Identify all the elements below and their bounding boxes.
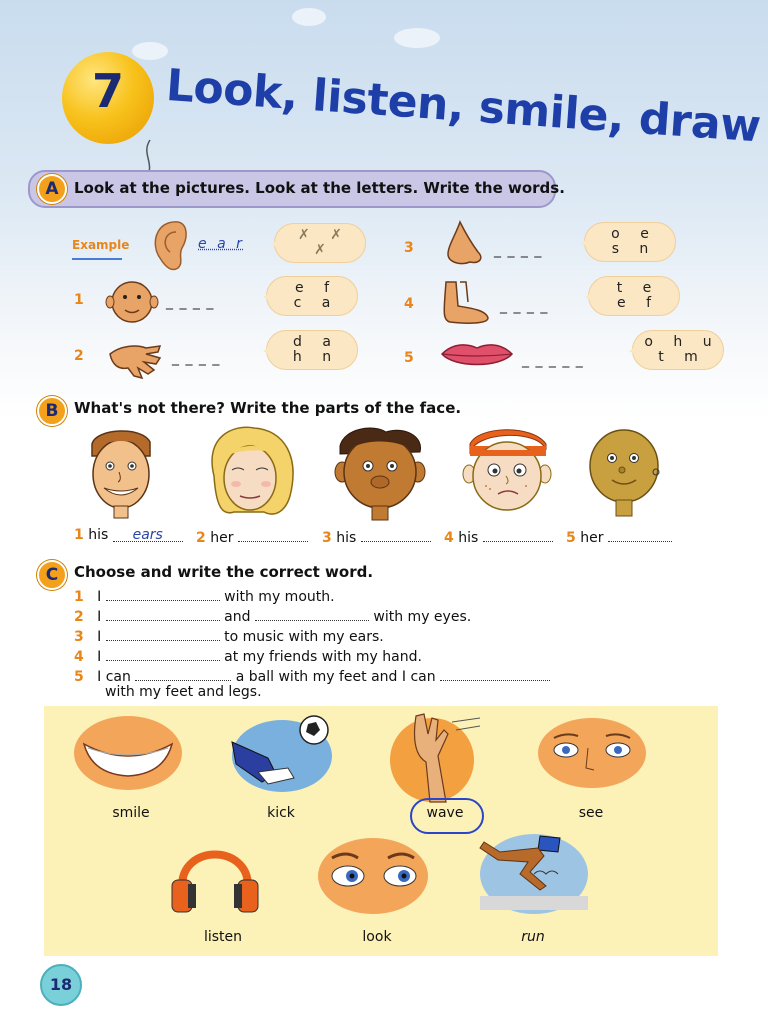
sentence-text: a ball with my feet and I can bbox=[235, 669, 436, 685]
item-number: 3 bbox=[322, 530, 332, 546]
item-number: 1 bbox=[74, 589, 84, 605]
sentence-text: with my mouth. bbox=[224, 589, 335, 605]
answer-field[interactable] bbox=[106, 606, 220, 621]
bubble-letters-top: e f bbox=[295, 280, 337, 296]
pronoun: his bbox=[458, 530, 479, 546]
section-b-instruction: What's not there? Write the parts of the face. bbox=[74, 399, 462, 417]
feet-icon bbox=[436, 280, 492, 326]
page-title: Look, listen, smile, draw bbox=[164, 60, 763, 153]
pronoun: his bbox=[88, 527, 109, 543]
section-b-item bbox=[566, 527, 672, 546]
see-icon bbox=[538, 718, 646, 788]
bubble-letters-top: o e bbox=[611, 226, 657, 242]
answer-field[interactable] bbox=[255, 606, 369, 621]
sentence-text: and bbox=[224, 609, 251, 625]
page-number: 18 bbox=[40, 964, 82, 1006]
sentence bbox=[74, 626, 384, 645]
run-icon bbox=[480, 834, 588, 914]
girl-face-no-hair bbox=[586, 428, 662, 518]
pronoun: his bbox=[336, 530, 357, 546]
section-a-instruction: Look at the pictures. Look at the letters. Write the words. bbox=[74, 179, 565, 197]
letter-bubble bbox=[266, 330, 358, 370]
section-b-item bbox=[196, 527, 308, 546]
section-c-instruction: Choose and write the correct word. bbox=[74, 563, 374, 581]
answer-field[interactable] bbox=[106, 646, 220, 661]
item-number: 4 bbox=[444, 530, 454, 546]
section-b-item bbox=[74, 527, 183, 543]
smile-icon bbox=[74, 716, 182, 790]
mouth-icon bbox=[440, 340, 514, 372]
look-icon bbox=[318, 838, 428, 914]
sentence-text: I bbox=[97, 649, 102, 665]
item-number: 3 bbox=[74, 629, 84, 645]
answer-field[interactable] bbox=[238, 527, 308, 542]
item-number: 1 bbox=[74, 527, 84, 543]
face-icon bbox=[106, 280, 158, 324]
answer-blanks[interactable]: _ _ _ _ bbox=[500, 298, 549, 314]
sentence-text: I bbox=[97, 609, 102, 625]
word-smile: smile bbox=[112, 805, 150, 821]
section-b-badge: B bbox=[37, 396, 67, 426]
item-number: 2 bbox=[196, 530, 206, 546]
section-b-item bbox=[322, 527, 431, 546]
item-number: 5 bbox=[566, 530, 576, 546]
answer-blanks[interactable]: _ _ _ _ bbox=[166, 294, 215, 310]
sentence bbox=[74, 646, 422, 665]
word-look: look bbox=[362, 929, 392, 945]
section-b-item bbox=[444, 527, 553, 546]
bubble-letters-bottom: h n bbox=[292, 349, 340, 365]
unit-number: 7 bbox=[91, 64, 124, 118]
letter-bubble bbox=[584, 222, 676, 262]
answer-field[interactable] bbox=[361, 527, 431, 542]
section-a-badge: A bbox=[37, 174, 67, 204]
bubble-letters-top: o h u bbox=[644, 334, 720, 350]
pronoun: her bbox=[210, 530, 234, 546]
answer-field[interactable] bbox=[135, 666, 231, 681]
boy-face-no-mouth bbox=[334, 426, 426, 520]
ear-icon bbox=[148, 218, 188, 274]
example-letter-bubble: ✗ ✗ ✗ bbox=[274, 223, 366, 263]
boy-face-no-ears bbox=[86, 428, 156, 518]
headphones-icon bbox=[172, 836, 258, 916]
answer-field[interactable] bbox=[106, 626, 220, 641]
answer-field[interactable]: ears bbox=[113, 527, 183, 542]
answer-blanks[interactable]: _ _ _ _ bbox=[172, 350, 221, 366]
word-wave: wave bbox=[426, 805, 464, 821]
example-answer: e a r bbox=[198, 236, 245, 252]
sentence-text: at my friends with my hand. bbox=[224, 649, 422, 665]
hand-icon bbox=[106, 336, 162, 380]
sentence-text: I bbox=[97, 629, 102, 645]
letter-bubble bbox=[266, 276, 358, 316]
cloud-decoration bbox=[132, 42, 168, 60]
bubble-letters-top: t e bbox=[616, 280, 660, 296]
sentence bbox=[74, 606, 471, 625]
bubble-letters-bottom: s n bbox=[611, 241, 657, 257]
item-number: 1 bbox=[74, 292, 84, 308]
sentence-text: to music with my ears. bbox=[224, 629, 384, 645]
answer-field[interactable] bbox=[106, 586, 220, 601]
item-number: 4 bbox=[74, 649, 84, 665]
item-number: 3 bbox=[404, 240, 414, 256]
cloud-decoration bbox=[292, 8, 326, 26]
girl-face-no-nose bbox=[204, 426, 298, 518]
answer-field[interactable] bbox=[483, 527, 553, 542]
letter-bubble bbox=[588, 276, 680, 316]
word-kick: kick bbox=[267, 805, 295, 821]
bubble-letters-bottom: c a bbox=[293, 295, 339, 311]
kick-icon bbox=[228, 712, 336, 792]
answer-field[interactable] bbox=[440, 666, 550, 681]
section-c-badge: C bbox=[37, 560, 67, 590]
sentence-text: I can bbox=[97, 669, 131, 685]
sentence-continuation: with my feet and legs. bbox=[105, 684, 262, 700]
item-number: 5 bbox=[404, 350, 414, 366]
item-number: 5 bbox=[74, 669, 84, 685]
letter-bubble bbox=[632, 330, 724, 370]
word-run: run bbox=[521, 929, 545, 945]
sentence bbox=[74, 666, 550, 685]
sentence-text: I bbox=[97, 589, 102, 605]
item-number: 4 bbox=[404, 296, 414, 312]
word-listen: listen bbox=[203, 929, 243, 945]
sentence-text: with my eyes. bbox=[373, 609, 472, 625]
cloud-decoration bbox=[394, 28, 440, 48]
boy-face-no-eyebrows bbox=[462, 428, 552, 520]
bubble-letters-bottom: t m bbox=[658, 349, 706, 365]
answer-field[interactable] bbox=[608, 527, 672, 542]
item-number: 2 bbox=[74, 348, 84, 364]
bubble-letters-bottom: e f bbox=[617, 295, 659, 311]
word-see: see bbox=[578, 805, 604, 821]
wave-icon bbox=[386, 712, 480, 802]
item-number: 2 bbox=[74, 609, 84, 625]
answer-blanks[interactable]: _ _ _ _ _ bbox=[522, 352, 584, 368]
bubble-letters-top: d a bbox=[293, 334, 339, 350]
example-label: Example bbox=[72, 238, 122, 260]
answer-blanks[interactable]: _ _ _ _ bbox=[494, 242, 543, 258]
sentence bbox=[74, 586, 335, 605]
nose-icon bbox=[442, 220, 486, 268]
pronoun: her bbox=[580, 530, 604, 546]
